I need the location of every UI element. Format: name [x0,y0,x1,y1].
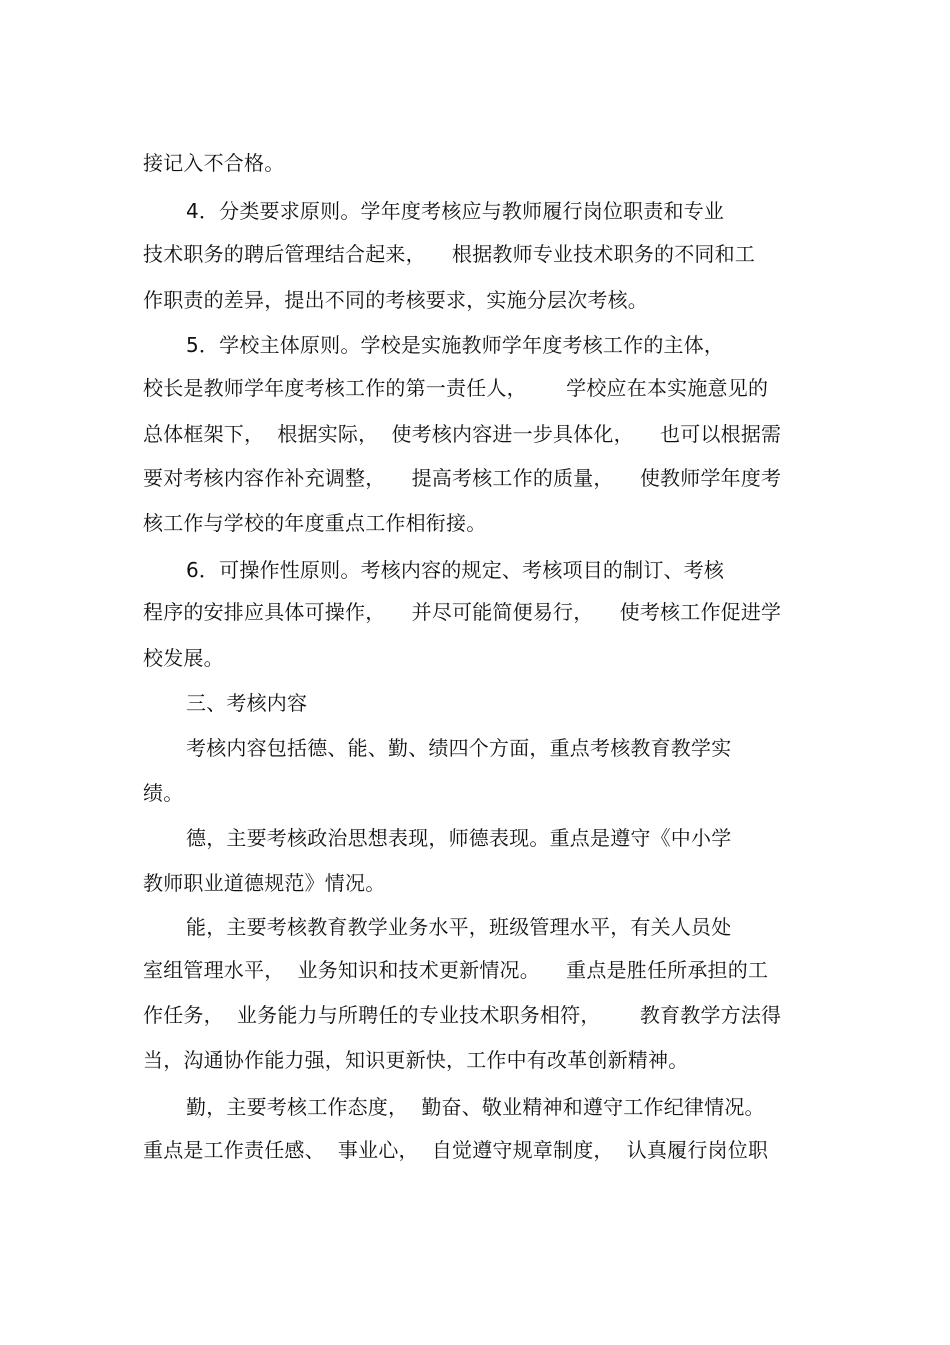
text-line: 接记入不合格。 [143,151,285,175]
text-line: 考核内容包括德、能、勤、绩四个方面，重点考核教育教学实 [186,736,732,760]
text-line: 5．学校主体原则。学校是实施教师学年度考核工作的主体， [186,333,725,357]
text-line: 校发展。 [143,646,224,670]
text-line: 当，沟通协作能力强，知识更新快，工作中有改革创新精神。 [143,1048,689,1072]
text-line: 要对考核内容作补充调整， 提高考核工作的质量， 使教师学年度考 [143,466,782,490]
text-line: 作任务， 业务能力与所聘任的专业技术职务相符， 教育教学方法得 [143,1003,782,1027]
text-line: 4．分类要求原则。学年度考核应与教师履行岗位职责和专业 [186,199,725,223]
text-line: 作职责的差异，提出不同的考核要求，实施分层次考核。 [143,288,648,312]
text-line: 能，主要考核教育教学业务水平，班级管理水平，有关人员处 [186,915,732,939]
text-line: 勤，主要考核工作态度， 勤奋、敬业精神和遵守工作纪律情况。 [186,1095,765,1119]
text-line: 技术职务的聘后管理结合起来， 根据教师专业技术职务的不同和工 [143,242,756,266]
text-line: 总体框架下， 根据实际， 使考核内容进一步具体化， 也可以根据需 [143,422,782,446]
text-line: 核工作与学校的年度重点工作相衔接。 [143,511,487,535]
text-line: 校长是教师学年度考核工作的第一责任人， 学校应在本实施意见的 [143,376,769,400]
text-line: 程序的安排应具体可操作， 并尽可能简便易行， 使考核工作促进学 [143,600,782,624]
text-line: 室组管理水平， 业务知识和技术更新情况。 重点是胜任所承担的工 [143,958,769,982]
text-line: 6．可操作性原则。考核内容的规定、考核项目的制订、考核 [186,558,725,582]
text-line: 绩。 [143,781,184,805]
text-line: 德，主要考核政治思想表现，师德表现。重点是遵守《中小学 [186,826,732,850]
section-heading: 三、考核内容 [186,691,308,715]
text-line: 重点是工作责任感、 事业心， 自觉遵守规章制度， 认真履行岗位职 [143,1138,769,1162]
text-line: 教师职业道德规范》情况。 [143,871,386,895]
